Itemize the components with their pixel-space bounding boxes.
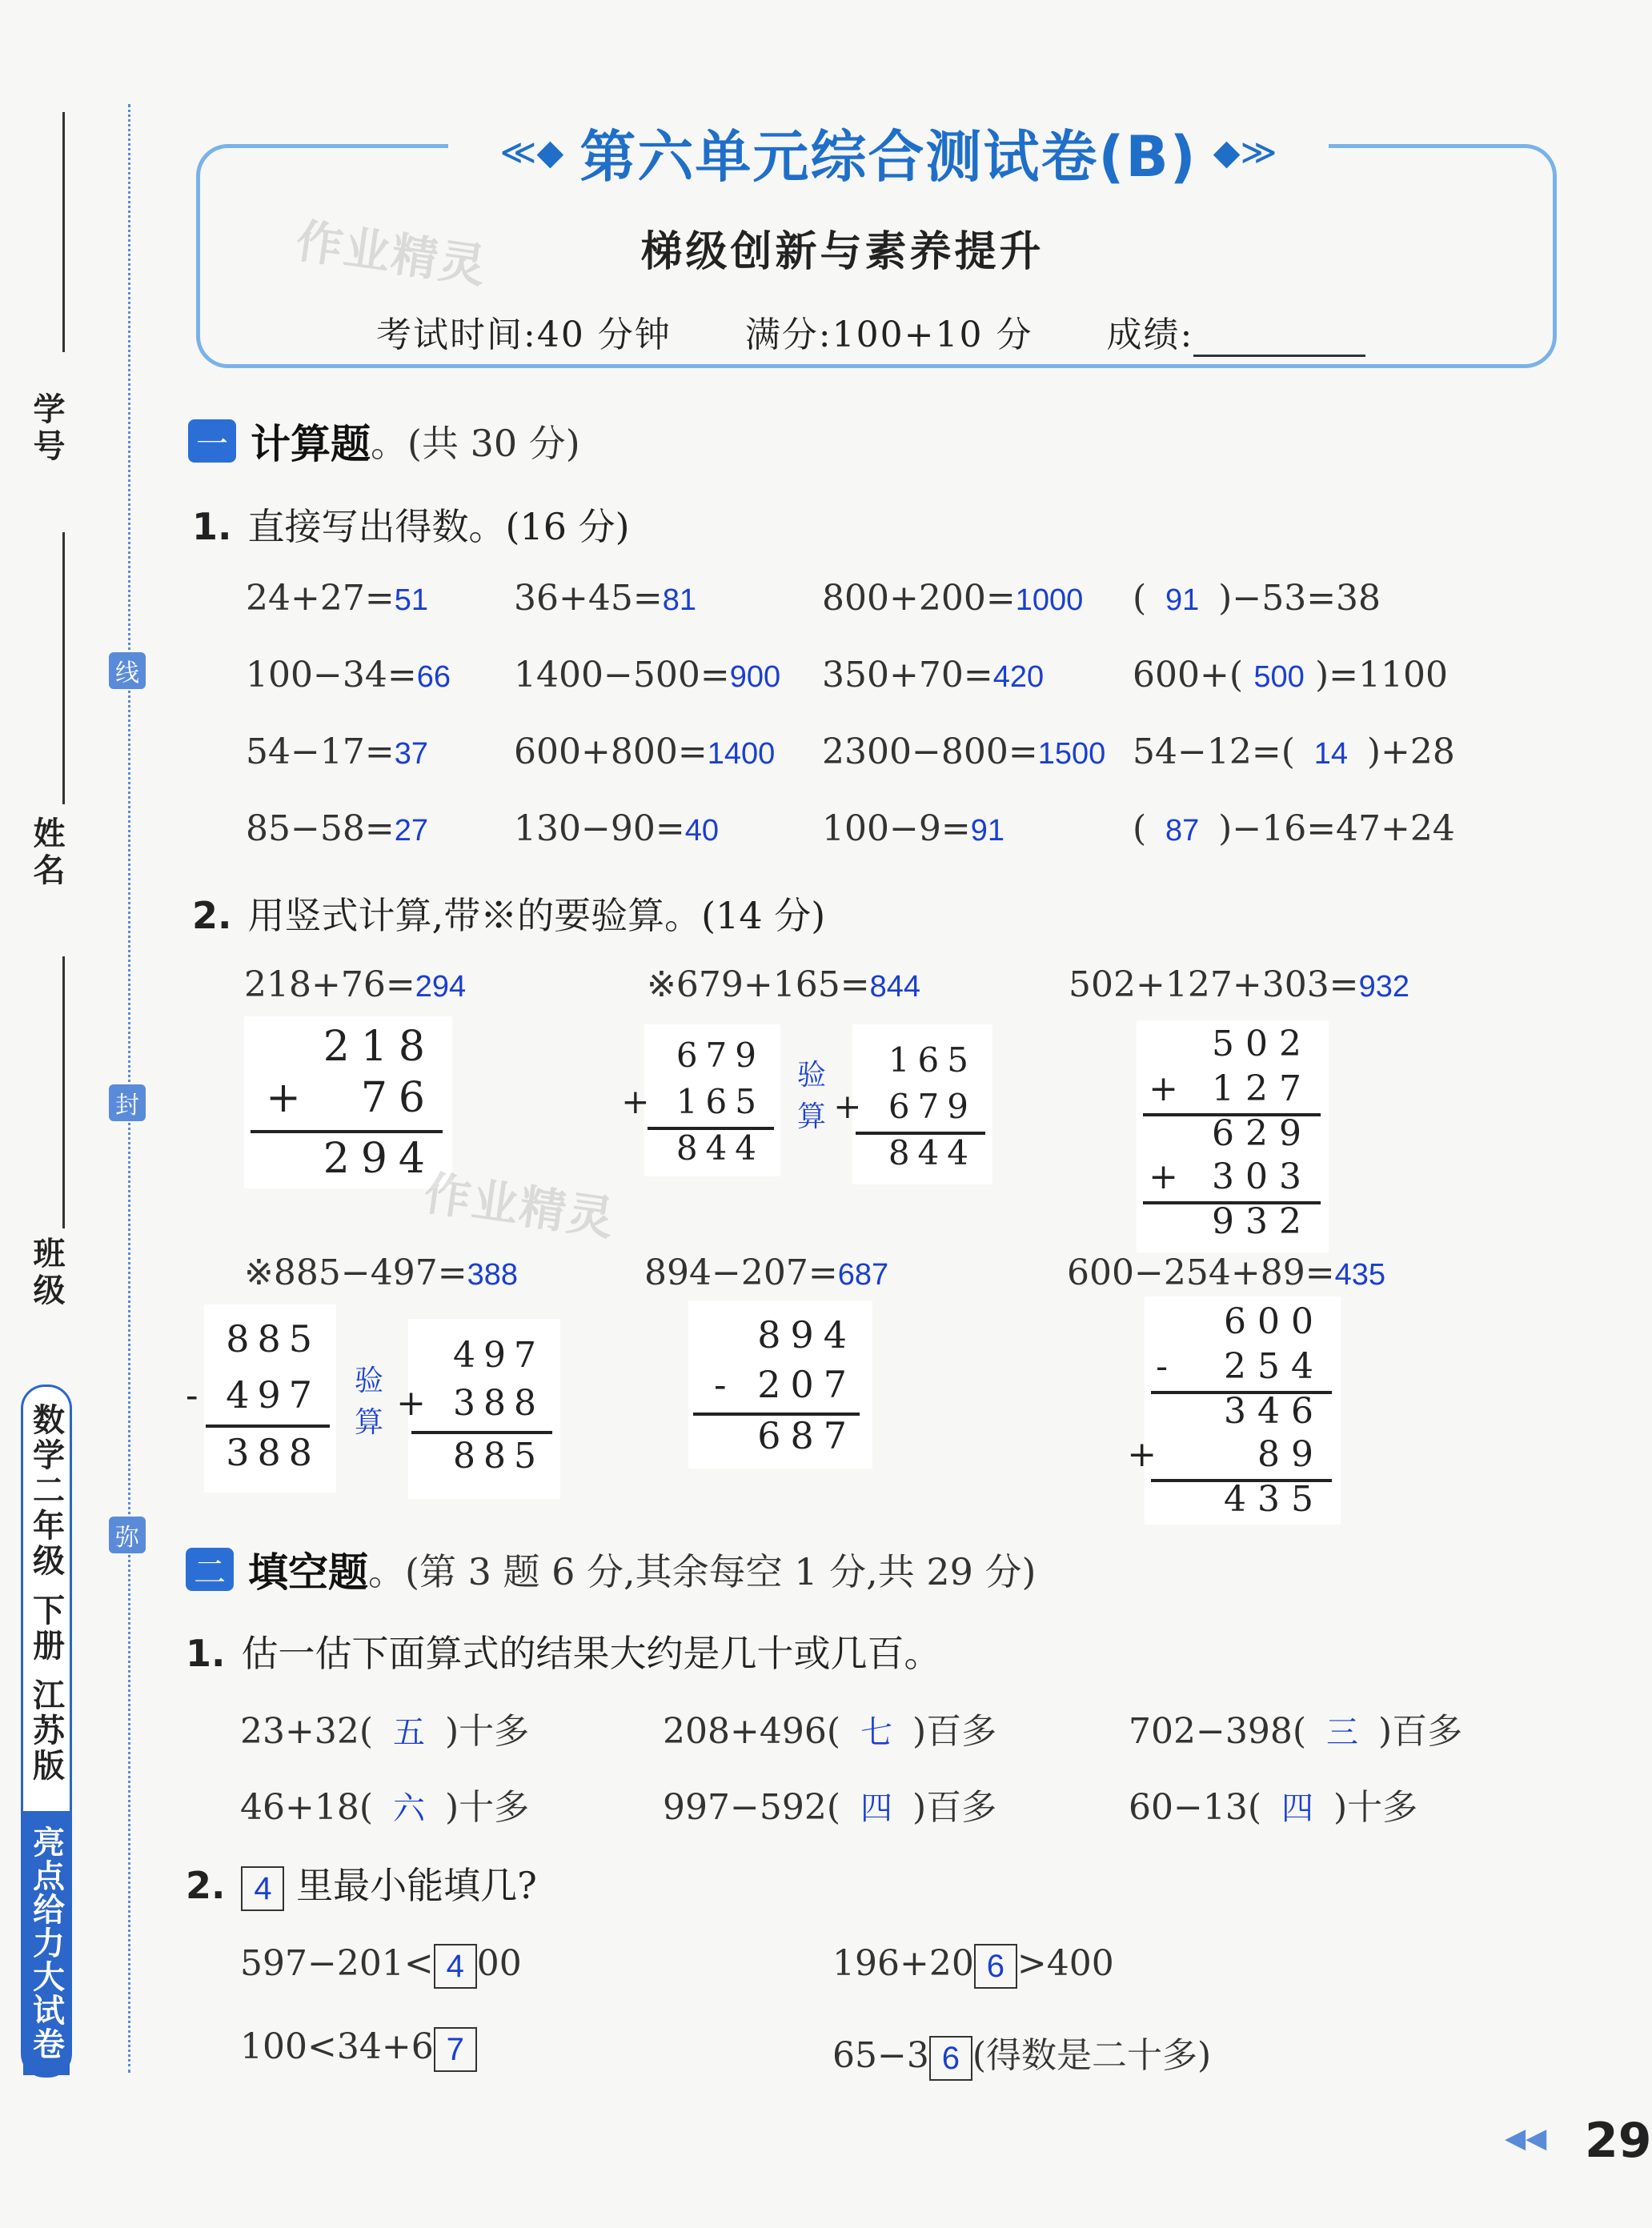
score-blank[interactable] — [1193, 323, 1365, 357]
s1q2-problem: 502+127+303=932 — [1069, 964, 1409, 1005]
s2-q2-num: 2. — [186, 1864, 226, 1907]
s1q1-item: ( 91 )−53=38 — [1133, 578, 1381, 619]
s1q1-item: 600+( 500 )=1100 — [1133, 655, 1449, 695]
name-rule — [62, 532, 65, 804]
s2q1-item: 702−398( 三 )百多 — [1129, 1711, 1463, 1752]
section2-note: 。(第 3 题 6 分,其余每空 1 分,共 29 分) — [368, 1550, 1037, 1593]
work-600-254-89: 600 - 254 346 + 89 435 — [1145, 1296, 1341, 1525]
s2q1-item: 208+496( 七 )百多 — [663, 1711, 997, 1752]
section1-title: 计算题 — [251, 421, 371, 467]
s2-q2-text: 里最小能填几? — [296, 1864, 537, 1907]
section1-heading — [188, 412, 580, 470]
s1q1-item: 85−58=27 — [246, 808, 428, 849]
watermark: 作业精灵 — [292, 213, 491, 295]
s1q1-item: 100−34=66 — [246, 655, 451, 695]
work-894-207: 894 - 207 687 — [688, 1300, 872, 1469]
section1-note: 。(共 30 分) — [371, 422, 580, 465]
page-arrows-icon: ◀◀ — [1505, 2122, 1547, 2154]
s1q1-item: 130−90=40 — [514, 808, 719, 849]
s1q1-item: 54−12=( 14 )+28 — [1133, 731, 1455, 772]
cut-mark-seal: 封 — [109, 1084, 146, 1121]
cut-mark-line: 线 — [109, 652, 146, 689]
s2-q2-box[interactable]: 4 — [241, 1866, 284, 1911]
title-wrap — [448, 116, 1329, 188]
s1-q1-prompt — [192, 498, 630, 551]
section1-badge: 一 — [188, 419, 236, 463]
s1-q1-text: 直接写出得数。(16 分) — [247, 505, 630, 548]
s1-q1-num: 1. — [192, 505, 232, 548]
s1q2-problem: 218+76=294 — [244, 964, 467, 1005]
s1q2-problem: ※885−497=388 — [244, 1252, 518, 1293]
s1q1-item: 2300−800=1500 — [822, 731, 1106, 772]
s1q1-item: 100−9=91 — [822, 808, 1004, 849]
s2q2-item: 196+20 6 >400 — [832, 1943, 1114, 1989]
class-rule — [62, 956, 65, 1228]
s1q2-problem: 600−254+89=435 — [1067, 1252, 1385, 1293]
watermark: 作业精灵 — [420, 1165, 619, 1247]
verify-label: 验 算 — [355, 1364, 384, 1439]
class-label: 班级 — [28, 1236, 66, 1310]
full-score: 满分:100+10 分 — [744, 315, 1033, 355]
s2-q1-prompt — [186, 1625, 940, 1677]
page-title: 第六单元综合测试卷(B) — [579, 123, 1197, 190]
s2q1-item: 23+32( 五 )十多 — [240, 1711, 530, 1752]
verify-label: 验 算 — [797, 1059, 827, 1133]
s1-q2-prompt — [192, 887, 825, 940]
s1q1-item: 54−17=37 — [246, 731, 428, 772]
work-679-165: 679 + 165 844 — [644, 1024, 780, 1176]
s1q2-problem: ※679+165=844 — [647, 964, 920, 1005]
brand-name: 亮点给力大试卷 — [23, 1811, 70, 2075]
exam-info — [376, 306, 1365, 357]
student-no-label: 学号 — [28, 392, 66, 466]
section2-heading — [186, 1541, 1036, 1598]
s2q2-item: 100<34+6 7 — [240, 2026, 477, 2072]
s1-q2-num: 2. — [192, 894, 232, 937]
s2q1-item: 997−592( 四 )百多 — [663, 1787, 997, 1828]
s1q1-item: 24+27=51 — [246, 578, 428, 619]
s2q1-item: 60−13( 四 )十多 — [1129, 1787, 1418, 1828]
s1q1-item: 350+70=420 — [822, 655, 1045, 695]
section2-badge: 二 — [186, 1548, 234, 1591]
cut-mark-close: 弥 — [109, 1517, 146, 1553]
s2q2-item: 65−3 6 (得数是二十多) — [832, 2026, 1211, 2081]
brand-pill — [21, 1384, 72, 2078]
s1q1-item: 1400−500=900 — [514, 655, 781, 695]
work-165-679-check: 165 + 679 844 — [852, 1024, 992, 1184]
title-deco-right-icon: ◆≫ — [1213, 131, 1277, 173]
work-885-497: 885 - 497 388 — [204, 1304, 336, 1493]
s2-q1-num: 1. — [186, 1632, 226, 1675]
s2q2-item: 597−201< 4 00 — [240, 1943, 522, 1989]
s2-q2-prompt — [186, 1857, 537, 1911]
work-218-76: 218 + 76 294 — [244, 1016, 452, 1188]
s2-q1-text: 估一估下面算式的结果大约是几十或几百。 — [241, 1632, 941, 1675]
s1-q2-text: 用竖式计算,带※的要验算。(14 分) — [247, 894, 826, 937]
page-subtitle: 梯级创新与素养提升 — [640, 228, 1045, 276]
s1q1-item: 36+45=81 — [514, 578, 696, 619]
exam-time: 考试时间:40 分钟 — [376, 315, 672, 355]
brand-subject: 数学二年级 下册 江苏版 — [27, 1403, 66, 1784]
score-label: 成绩: — [1106, 315, 1194, 355]
s1q1-item: 800+200=1000 — [822, 578, 1084, 619]
s1q1-item: 600+800=1400 — [514, 731, 776, 772]
s2q1-item: 46+18( 六 )十多 — [240, 1787, 530, 1828]
work-497-388-check: 497 + 388 885 — [408, 1319, 560, 1499]
title-deco-left-icon: ≪◆ — [499, 131, 564, 173]
work-502-127-303: 502 + 127 629 + 303 932 — [1137, 1020, 1329, 1252]
section2-title: 填空题 — [248, 1549, 368, 1596]
name-label: 姓名 — [28, 816, 66, 890]
s1q1-item: ( 87 )−16=47+24 — [1133, 808, 1455, 849]
s1q2-problem: 894−207=687 — [644, 1252, 889, 1293]
page-number: 29 — [1585, 2113, 1652, 2169]
